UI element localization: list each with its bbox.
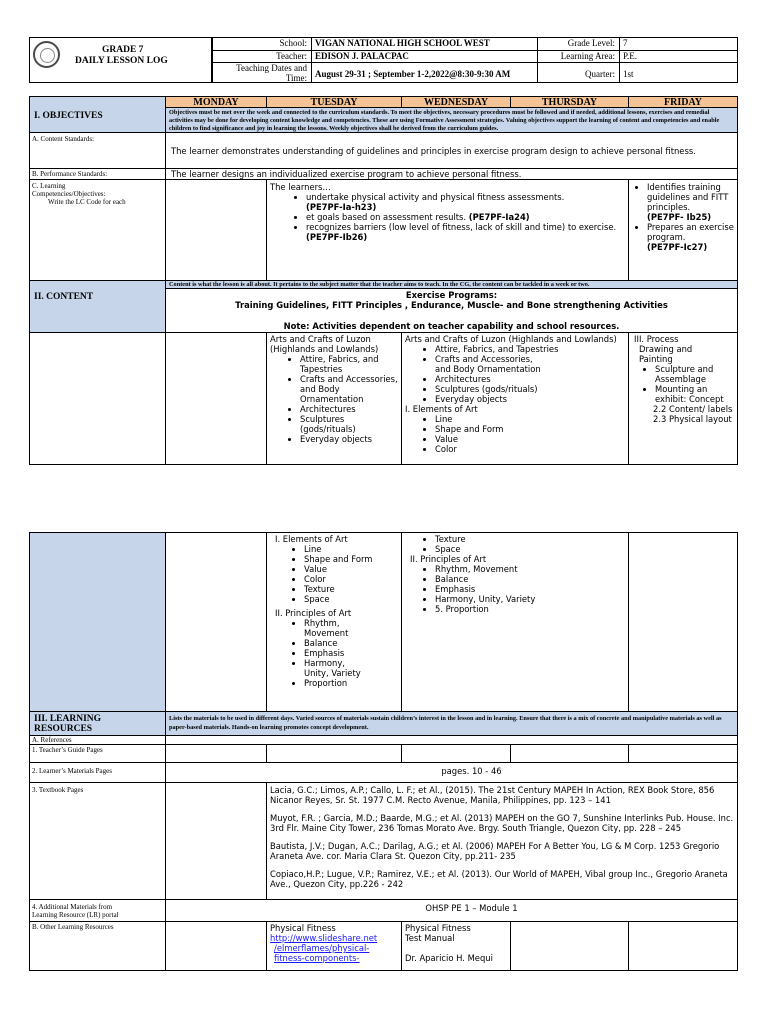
textbook-item: Muyot, F.R. ; Garcia, M.D.; Baarde, M.G.; et Al. (2013) MAPEH on the GO 7, Sunshine Interlinks Pub. House. Inc. 3rd Flr. Maine City Tower, 236 Tomas Morato Ave. Brgy. South Triangle, Quezon City, pp. 228 – 245 — [270, 813, 734, 833]
deped-seal-icon — [33, 41, 60, 68]
content-tuesday — [266, 332, 402, 465]
other-wednesday-line-2: Test Manual — [405, 933, 455, 943]
wednesday-element: • Color — [435, 444, 626, 454]
tuesday-element: • Texture — [304, 584, 399, 594]
tuesday-item: • Everyday objects — [300, 434, 399, 444]
day-wednesday: WEDNESDAY — [401, 96, 511, 108]
textbook-label: 3. Textbook Pages — [29, 782, 166, 900]
other-wednesday-line-3: Dr. Aparicio H. Mequi — [405, 953, 493, 963]
friday-sub-item: 2.3 Physical layout — [653, 414, 732, 424]
tuesday-element: • Shape and Form — [304, 554, 399, 564]
other-friday — [628, 921, 738, 971]
tg-friday — [628, 744, 738, 763]
log-title: DAILY LESSON LOG — [75, 56, 168, 66]
day-thursday: THURSDAY — [510, 96, 629, 108]
tuesday-principle: • Emphasis — [304, 648, 399, 658]
day-monday: MONDAY — [165, 96, 267, 108]
other-wednesday-line-1: Physical Fitness — [405, 923, 471, 933]
grade-level-label: Grade Level: — [537, 37, 620, 51]
competencies-label-line-2: Competencies/Objectives: — [32, 190, 106, 198]
textbook-list — [266, 782, 738, 900]
quarter-value: 1st — [619, 62, 738, 83]
wednesday-item: • Everyday objects — [435, 394, 626, 404]
slideshare-link[interactable]: http://www.slideshare.net — [270, 933, 378, 943]
content-continued-friday — [628, 532, 738, 712]
header-title-box — [29, 37, 212, 83]
grade-level-value: 7 — [619, 37, 738, 51]
competencies-label — [29, 179, 166, 281]
slideshare-link-line-2[interactable]: /elmerflames/physical- — [274, 943, 370, 953]
wednesday-element: • Line — [435, 414, 626, 424]
other-monday — [165, 921, 267, 971]
tuesday-principle: • Proportion — [304, 678, 399, 688]
content-wednesday — [401, 332, 629, 465]
friday-item: • Sculpture and Assemblage — [655, 364, 735, 384]
exercise-topics: Training Guidelines, FITT Principles , Endurance, Muscle- and Bone strengthening Activities — [235, 300, 668, 310]
textbook-monday — [165, 782, 267, 900]
teachers-guide-label: 1. Teacher’s Guide Pages — [29, 744, 166, 763]
tuesday-principle: • Harmony, Unity, Variety — [304, 658, 399, 678]
dates-value: August 29-31 ; September 1-2,2022@8:30-9:30 AM — [311, 62, 538, 83]
tuesday-item: • Architectures — [300, 404, 399, 414]
tuesday-element: • Color — [304, 574, 399, 584]
content-continued-tuesday — [266, 532, 402, 712]
friday-competency-item: • Prepares an exercise program. (PE7PF-Ic27) — [647, 222, 735, 252]
content-monday — [165, 332, 267, 465]
quarter-label: Quarter: — [537, 62, 620, 83]
wednesday-element: • Texture — [435, 534, 626, 544]
competencies-friday — [628, 179, 738, 281]
tg-monday — [165, 744, 267, 763]
other-tuesday — [266, 921, 402, 971]
grade-title: GRADE 7 — [102, 45, 144, 55]
activities-note: Note: Activities dependent on teacher capability and school resources. — [283, 321, 620, 331]
learning-area-value: P.E. — [619, 50, 738, 63]
wednesday-heading: Arts and Crafts of Luzon (Highlands and Lowlands) — [405, 334, 617, 344]
tuesday-item: • Attire, Fabrics, and Tapestries — [300, 354, 399, 374]
dates-label — [212, 62, 312, 83]
resources-title-line-2: RESOURCES — [34, 724, 93, 734]
dates-label-line-2: Time: — [285, 73, 307, 83]
tuesday-elements-heading: I. Elements of Art — [275, 534, 348, 544]
tuesday-element: • Line — [304, 544, 399, 554]
content-label-blank — [29, 332, 166, 465]
competencies-monday — [165, 179, 267, 281]
slideshare-link-line-3[interactable]: fitness-components- — [274, 953, 360, 963]
tuesday-item: • Crafts and Accessories, and Body Ornamentation — [300, 374, 399, 404]
performance-standards-label: B. Performance Standards: — [29, 168, 166, 180]
content-continued-monday — [165, 532, 267, 712]
content-note: Content is what the lesson is all about. It pertains to the subject matter that the teacher aims to teach. In the CG, the content can be tackled in a week or two. — [165, 280, 738, 289]
additional-materials-label — [29, 899, 166, 922]
tuesday-element: • Value — [304, 564, 399, 574]
wednesday-principle: • Emphasis — [435, 584, 626, 594]
textbook-item: Copiaco,H.P.; Lugue, V.P.; Ramirez, V.E.; et Al. (2013). Our World of MAPEH, Vibal group Inc., Gregorio Araneta Ave., Quezon City, pp.226 - 242 — [270, 869, 728, 889]
tuesday-item: • Sculptures (gods/rituals) — [300, 414, 399, 434]
wednesday-item: • Attire, Fabrics, and Tapestries — [435, 344, 626, 354]
content-standards-value: The learner demonstrates understanding of guidelines and principles in exercise program design to achieve personal fitness. — [165, 132, 738, 169]
teacher-value: EDISON J. PALACPAC — [311, 50, 538, 63]
tuesday-principles-heading: II. Principles of Art — [275, 608, 352, 618]
tuesday-heading-2: (Highlands and Lowlands) — [270, 344, 379, 354]
additional-label-line-2: Learning Resource (LR) portal — [32, 911, 119, 919]
objectives-note: Objectives must be met over the week and connected to the curriculum standards. To meet the objectives, necessary procedures must be followed and if needed, additional lessons, exercises and remedial activities may be done for developing content knowledge and competencies. These are using Formative Assessment strategies. Valuing objectives support the learning of content and competencies and enable children to find significance and joy in learning the lessons. Weekly objectives shall be derived from the curriculum guides. — [165, 107, 738, 133]
learners-material-value: pages. 10 - 46 — [165, 762, 738, 783]
friday-heading: III. Process — [634, 334, 679, 344]
other-tuesday-text: Physical Fitness — [270, 923, 336, 933]
tuesday-heading-1: Arts and Crafts of Luzon — [270, 334, 371, 344]
tg-wednesday — [401, 744, 511, 763]
resources-title — [29, 711, 166, 736]
wednesday-elements-heading: I. Elements of Art — [405, 404, 478, 414]
resources-note: Lists the materials to be used in different days. Varied sources of materials sustain children’s interest in the lesson and in learning. Ensure that there is a mix of concrete and manipulative materials as well as paper-based materials. Hands-on learning promotes concept development. — [165, 711, 738, 736]
tg-tuesday — [266, 744, 402, 763]
friday-sub: Drawing and Painting — [639, 344, 693, 364]
objectives-title: I. OBJECTIVES — [29, 96, 166, 133]
friday-sub-item: 2.2 Content/ labels — [653, 404, 733, 414]
friday-item: • Mounting an exhibit: Concept — [655, 384, 735, 404]
wednesday-principles-heading: II. Principles of Art — [410, 554, 487, 564]
competencies-label-line-3: Write the LC Code for each — [48, 198, 126, 206]
content-continued-wednesday — [401, 532, 629, 712]
content-programs — [165, 288, 738, 333]
teacher-label: Teacher: — [212, 50, 312, 63]
wednesday-item: • Architectures — [435, 374, 626, 384]
additional-materials-value: OHSP PE 1 – Module 1 — [165, 899, 738, 922]
day-tuesday: TUESDAY — [266, 96, 402, 108]
learners-intro: The learners… — [270, 182, 331, 192]
content-continued-label — [29, 532, 166, 712]
learning-area-label: Learning Area: — [537, 50, 620, 63]
day-friday: FRIDAY — [628, 96, 738, 108]
content-friday — [628, 332, 738, 465]
wednesday-principle: • Rhythm, Movement — [435, 564, 626, 574]
wednesday-element: • Value — [435, 434, 626, 444]
wednesday-principle: • Balance — [435, 574, 626, 584]
other-thursday — [510, 921, 629, 971]
wednesday-element: • Shape and Form — [435, 424, 626, 434]
other-resources-label: B. Other Learning Resources — [29, 921, 166, 971]
competency-item: • recognizes barriers (low level of fitness, lack of skill and time) to exercise. (PE7PF-Ib26) — [306, 222, 626, 242]
school-value: VIGAN NATIONAL HIGH SCHOOL WEST — [311, 37, 538, 51]
additional-label-line-1: 4. Additional Materials from — [32, 903, 113, 911]
wednesday-item: • Crafts and Accessories, and Body Ornamentation — [435, 354, 626, 374]
textbook-item: Lacia, G.C.; Limos, A.P.; Callo, L. F.; et Al., (2015). The 21st Century MAPEH In Action, REX Book Store, 856 Nicanor Reyes, Sr. St. 1977 C.M. Recto Avenue, Manila, Philippines, pp. 123 – 141 — [270, 785, 715, 805]
wednesday-item: • Sculptures (gods/rituals) — [435, 384, 626, 394]
other-wednesday — [401, 921, 511, 971]
competency-item: • undertake physical activity and physical fitness assessments. (PE7PF-Ia-h23) — [306, 192, 626, 212]
competency-item: • et goals based on assessment results. (PE7PF-Ia24) — [306, 212, 626, 222]
exercise-title: Exercise Programs: — [405, 290, 498, 300]
tuesday-principle: • Rhythm, Movement — [304, 618, 399, 638]
wednesday-principle: • Harmony, Unity, Variety — [435, 594, 626, 604]
friday-competency-item: • Identifies training guidelines and FITT principles. (PE7PF- Ib25) — [647, 182, 735, 222]
tuesday-principle: • Balance — [304, 638, 399, 648]
content-title: II. CONTENT — [29, 280, 166, 333]
tuesday-element: • Space — [304, 594, 399, 604]
resources-title-line-1: III. LEARNING — [34, 714, 102, 724]
references-label: A. References — [29, 735, 166, 745]
wednesday-principle: • 5. Proportion — [435, 604, 626, 614]
dates-label-line-1: Teaching Dates and — [236, 63, 307, 73]
content-standards-label: A. Content Standards: — [29, 132, 166, 169]
school-label: School: — [212, 37, 312, 51]
learners-material-label: 2. Learner’s Materials Pages — [29, 762, 166, 783]
tg-thursday — [510, 744, 629, 763]
competencies-midweek — [266, 179, 629, 281]
competencies-label-line-1: C. Learning — [32, 182, 66, 190]
performance-standards-value: The learner designs an individualized exercise program to achieve personal fitness. — [165, 168, 738, 180]
wednesday-element: • Space — [435, 544, 626, 554]
textbook-item: Bautista, J.V.; Dugan, A.C.; Darilag, A.G.; et Al. (2006) MAPEH For A Better You, LG & M Corp. 1253 Gregorio Araneta Ave. cor. Maria Clara St. Quezon City, pp.211- 235 — [270, 841, 720, 861]
